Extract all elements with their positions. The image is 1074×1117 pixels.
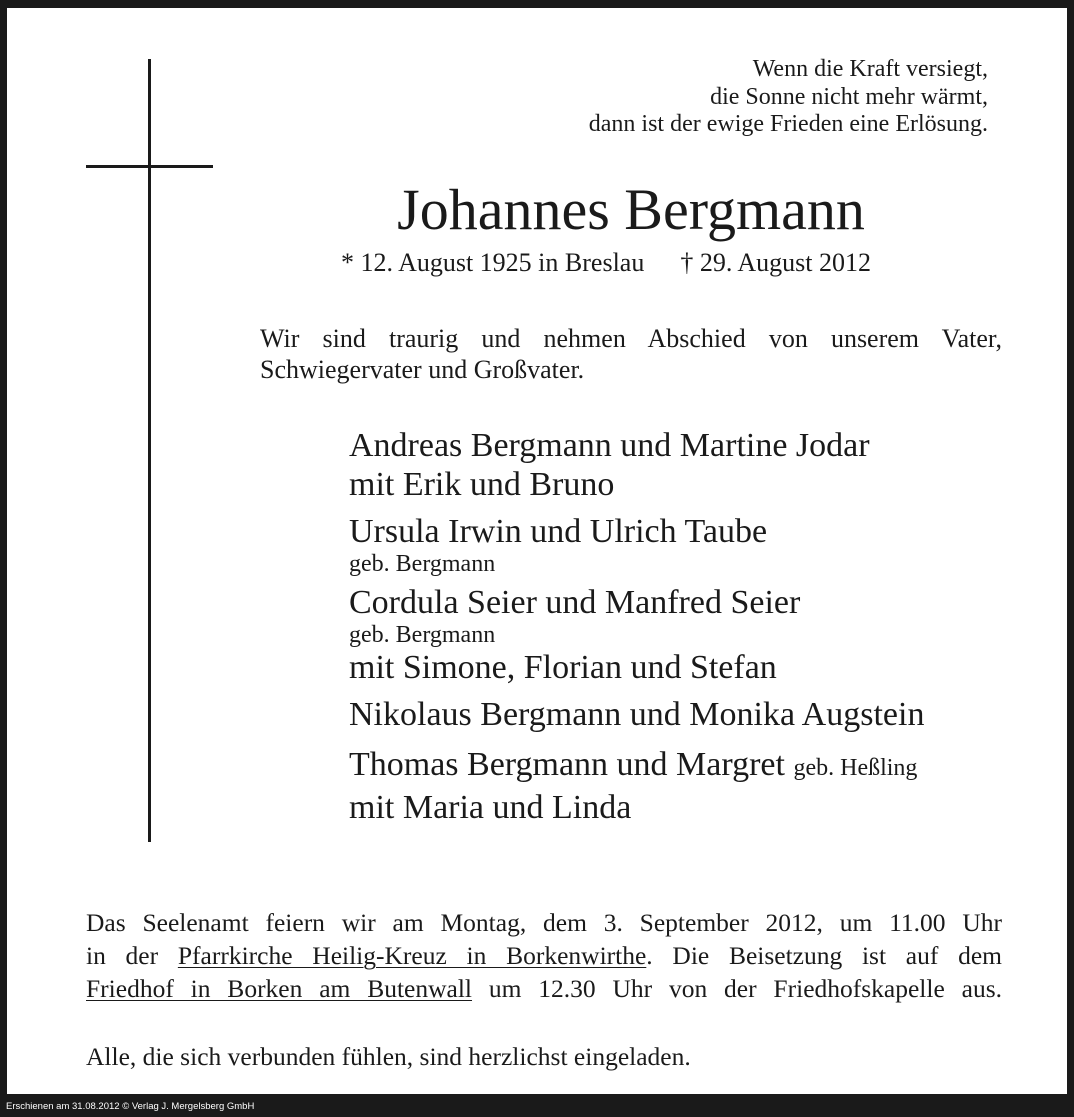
mourner-group	[349, 426, 1049, 504]
mourner-children: mit Simone, Florian und Stefan	[349, 649, 777, 686]
invitation-text: Alle, die sich verbunden fühlen, sind herzlichst eingeladen.	[86, 1042, 691, 1071]
mourner-group	[349, 583, 1049, 687]
service-text: um 12.30 Uhr von der Friedhofskapelle aus.	[488, 974, 1002, 1003]
mourner-children: mit Maria und Linda	[349, 789, 632, 826]
mourner-names: Andreas Bergmann und Martine Jodar	[349, 427, 870, 464]
service-line	[86, 939, 1002, 972]
death-date: † 29. August 2012	[680, 248, 872, 277]
mourner-names: Cordula Seier und Manfred Seier	[349, 584, 801, 621]
farewell-line: Wir sind traurig und nehmen Abschied von unserem Vater,	[260, 324, 1002, 353]
mourner-group	[349, 695, 1049, 734]
cemetery-link[interactable]: Friedhof in Borken am Butenwall	[86, 974, 473, 1003]
birth-date: * 12. August 1925 in Breslau	[341, 248, 645, 277]
life-dates	[341, 248, 871, 278]
poem-line: die Sonne nicht mehr wärmt,	[710, 83, 988, 110]
mourner-names: Nikolaus Bergmann und Monika Augstein	[349, 696, 925, 733]
service-line	[86, 972, 1002, 1005]
mourner-children: mit Erik und Bruno	[349, 466, 615, 503]
maiden-name-note: geb. Bergmann	[349, 622, 496, 648]
poem	[589, 56, 988, 139]
mourner-group	[349, 512, 1049, 577]
obituary-notice	[7, 8, 1067, 1094]
service-text: in der	[86, 941, 159, 970]
publication-footer: Erschienen am 31.08.2012 © Verlag J. Mergelsberg GmbH	[6, 1101, 255, 1112]
poem-line: Wenn die Kraft versiegt,	[752, 56, 988, 82]
church-link[interactable]: Pfarrkirche Heilig-Kreuz in Borkenwirthe	[177, 941, 647, 970]
poem-line: dann ist der ewige Frieden eine Erlösung.	[588, 111, 988, 137]
service-line: Das Seelenamt feiern wir am Montag, dem 3. September 2012, um 11.00 Uhr	[86, 908, 1002, 937]
farewell-line: Schwiegervater und Großvater.	[260, 355, 585, 384]
mourner-names: Thomas Bergmann und Margret	[349, 746, 785, 783]
mourners-list	[349, 426, 1049, 827]
mourner-names: Ursula Irwin und Ulrich Taube	[349, 513, 768, 550]
mourner-names-line	[349, 745, 1049, 788]
farewell-text	[260, 323, 1002, 385]
deceased-name: Johannes Bergmann	[397, 177, 865, 242]
maiden-name-note: geb. Bergmann	[349, 551, 496, 577]
mourner-group	[349, 745, 1049, 827]
maiden-name-note: geb. Heßling	[793, 755, 918, 781]
service-text: . Die Beisetzung ist auf dem	[646, 941, 1002, 970]
cross-horizontal-bar	[86, 165, 213, 168]
service-details	[86, 906, 1002, 1005]
